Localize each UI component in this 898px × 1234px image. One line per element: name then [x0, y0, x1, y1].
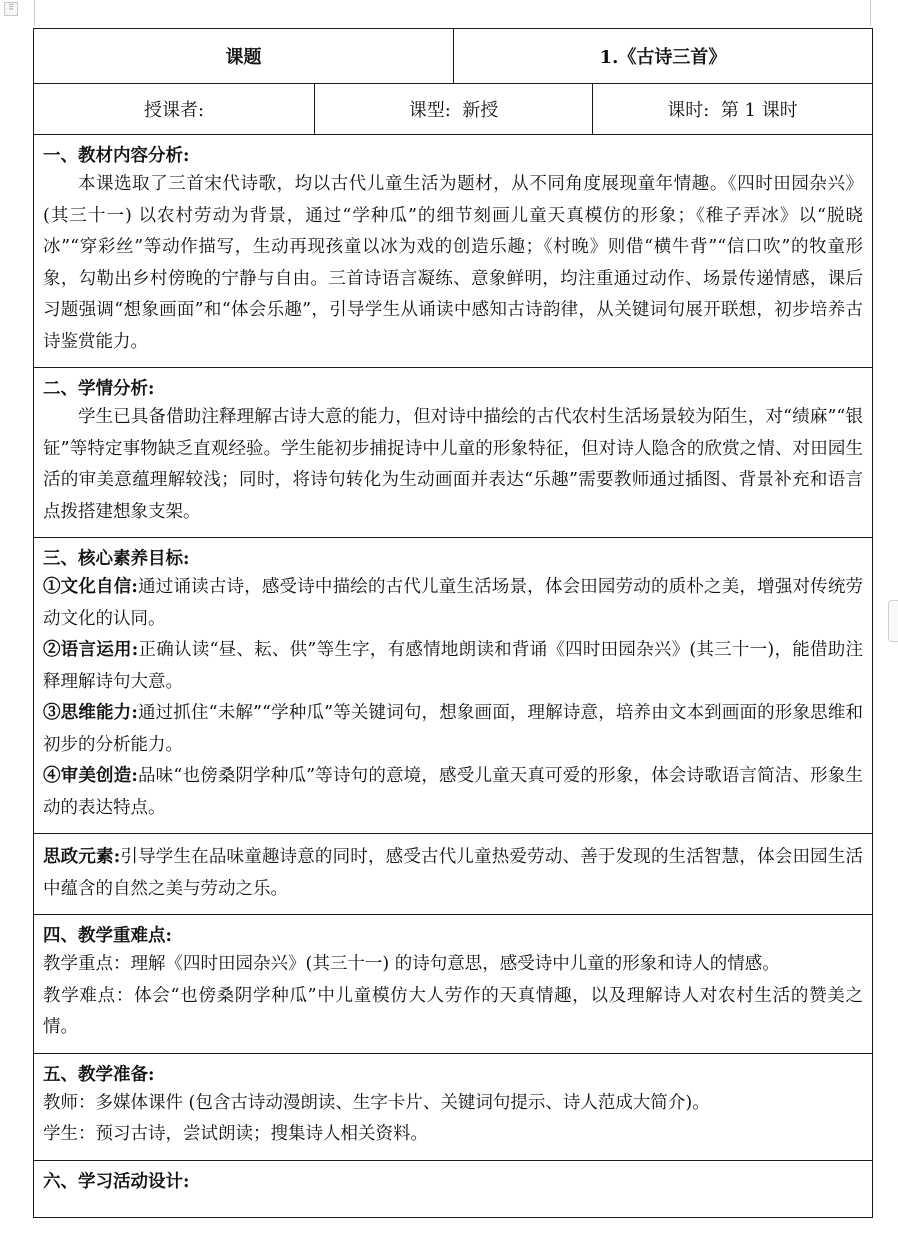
goal-item-aesthetics — [43, 761, 863, 824]
key-focus: 教学重点：理解《四时田园杂兴》(其三十一) 的诗句意思，感受诗中儿童的形象和诗人的情感。 — [43, 954, 780, 974]
ideology-body — [43, 842, 863, 905]
analysis-title: 一、教材内容分析: — [43, 146, 190, 166]
goal-label: ②语言运用: — [43, 640, 139, 660]
ideology-text: 引导学生在品味童趣诗意的同时，感受古代儿童热爱劳动、善于发现的生活智慧，体会田园生活中蕴含的自然之美与劳动之乐。 — [43, 847, 864, 899]
learners-row — [34, 368, 873, 538]
key-points-row — [34, 915, 873, 1054]
learners-title: 二、学情分析: — [43, 379, 155, 399]
goal-item-thinking — [43, 698, 863, 761]
goals-row — [34, 538, 873, 834]
period-cell — [593, 84, 873, 135]
topic-value: 1.《古诗三首》 — [454, 29, 873, 84]
goal-text: 正确认读“昼、耘、供”等生字，有感情地朗读和背诵《四时田园杂兴》(其三十一)，能借助注释理解诗句大意。 — [43, 640, 864, 692]
topic-label: 课题 — [34, 29, 454, 84]
page-top-edge — [34, 0, 871, 26]
preparation-student: 学生：预习古诗，尝试朗读；搜集诗人相关资料。 — [43, 1124, 428, 1144]
period-value: 第 1 课时 — [720, 100, 798, 121]
goal-text: 通过诵读古诗，感受诗中描绘的古代儿童生活场景，体会田园劳动的质朴之美，增强对传统劳动文化的认同。 — [43, 577, 864, 629]
ideology-row — [34, 834, 873, 915]
teacher-label: 授课者: — [143, 100, 205, 121]
key-difficulty: 教学难点：体会“也傍桑阴学种瓜”中儿童模仿大人劳作的天真情趣，以及理解诗人对农村生活的赞美之情。 — [43, 985, 864, 1037]
activities-title: 六、学习活动设计: — [43, 1171, 190, 1192]
lesson-type-label: 课型: — [408, 100, 451, 121]
table-move-handle-icon[interactable]: ⠿ — [4, 2, 18, 16]
key-points-section — [34, 915, 873, 1054]
goal-label: ③思维能力: — [43, 703, 138, 723]
goal-label: ④审美创造: — [43, 766, 138, 786]
ideology-section — [34, 834, 873, 915]
lesson-plan-table — [33, 28, 873, 1218]
goal-item-culture — [43, 572, 863, 635]
topic-row — [34, 29, 873, 84]
goal-text: 品味“也傍桑阴学种瓜”等诗句的意境，感受儿童天真可爱的形象，体会诗歌语言简洁、形象生动的表达特点。 — [43, 766, 864, 818]
ideology-label: 思政元素: — [43, 847, 121, 867]
lesson-type-value: 新授 — [462, 100, 499, 121]
preparation-section — [34, 1053, 873, 1160]
learners-section — [34, 368, 873, 538]
goal-text: 通过抓住“未解”“学种瓜”等关键词句，想象画面，理解诗意，培养由文本到画面的形象思维和初步的分析能力。 — [43, 703, 864, 755]
meta-row — [34, 84, 873, 135]
key-points-title: 四、教学重难点: — [43, 926, 172, 946]
analysis-row — [34, 135, 873, 368]
preparation-teacher: 教师：多媒体课件 (包含古诗动漫朗读、生字卡片、关键词句提示、诗人范成大简介)。 — [43, 1092, 710, 1113]
lesson-type-cell — [315, 84, 593, 135]
analysis-body: 本课选取了三首宋代诗歌，均以古代儿童生活为题材，从不同角度展现童年情趣。《四时田园杂兴》(其三十一) 以农村劳动为背景，通过“学种瓜”的细节刻画儿童天真模仿的形象；《稚子弄冰》以“脱晓冰”“穿彩丝”等动作描写，生动再现孩童以冰为戏的创造乐趣；《村晚》则借“横牛背”“信口吹”的牧童形象，勾勒出乡村傍晚的宁静与自由。三首诗语言凝练、意象鲜明，均注重通过动作、场景传递情感，课后习题强调“想象画面”和“体会乐趣”，引导学生从诵读中感知古诗韵律，从关键词句展开联想，初步培养古诗鉴赏能力。 — [43, 174, 864, 352]
goals-section — [34, 538, 873, 834]
goal-item-language — [43, 635, 863, 698]
activities-section — [34, 1160, 873, 1217]
analysis-section — [34, 135, 873, 368]
activities-row — [34, 1160, 873, 1217]
preparation-row — [34, 1053, 873, 1160]
side-scroll-tab[interactable] — [888, 600, 898, 642]
preparation-title: 五、教学准备: — [43, 1064, 155, 1085]
teacher-cell — [34, 84, 315, 135]
learners-body: 学生已具备借助注释理解古诗大意的能力，但对诗中描绘的古代农村生活场景较为陌生，对“绩麻”“银钲”等特定事物缺乏直观经验。学生能初步捕捉诗中儿童的形象特征，但对诗人隐含的欣赏之情、对田园生活的审美意蕴理解较浅；同时，将诗句转化为生动画面并表达“乐趣”需要教师通过插图、背景补充和语言点拨搭建想象支架。 — [43, 407, 864, 522]
goal-label: ①文化自信: — [43, 577, 138, 597]
goals-title: 三、核心素养目标: — [43, 549, 190, 569]
period-label: 课时: — [667, 100, 710, 121]
